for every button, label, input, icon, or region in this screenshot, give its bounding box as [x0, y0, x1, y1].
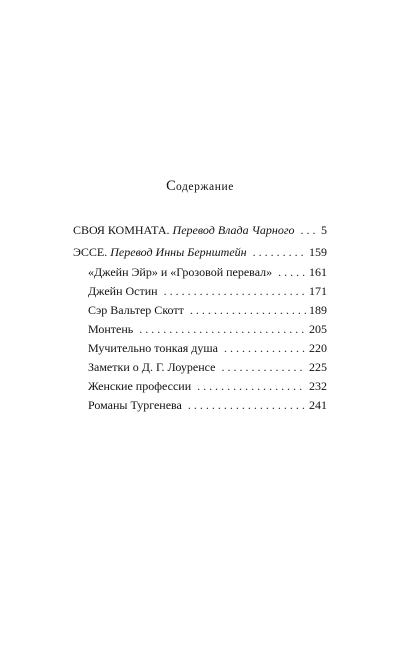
toc-entry-title: Романы Тургенева	[88, 398, 182, 412]
dot-leader	[197, 379, 306, 393]
toc-entry-title: Монтень	[88, 322, 134, 336]
toc-entry-title: Джейн Остин	[88, 284, 158, 298]
toc-subentry	[88, 360, 327, 374]
toc-subentry	[88, 322, 327, 336]
toc-subentry	[88, 265, 327, 279]
dot-leader	[221, 360, 306, 374]
dot-leader	[188, 398, 306, 412]
toc-entry-page: 225	[309, 360, 327, 374]
contents-heading	[0, 178, 400, 195]
toc-subentry	[88, 284, 327, 298]
dot-leader	[224, 341, 306, 355]
toc-entry-title: Мучительно тонкая душа	[88, 341, 218, 355]
toc-subentry	[88, 379, 327, 393]
toc-entry	[73, 223, 327, 237]
toc-entry-label	[73, 245, 247, 259]
dot-leader	[139, 322, 306, 336]
toc-entry-title: Сэр Вальтер Скотт	[88, 303, 184, 317]
toc-entry-translator: Перевод Влада Чарного	[172, 223, 295, 237]
toc-entry-title: ЭССЕ.	[73, 245, 108, 259]
toc-entry-page: 171	[309, 284, 327, 298]
dot-leader	[253, 245, 306, 259]
toc-entry	[73, 245, 327, 259]
toc-entry-page: 241	[309, 398, 327, 412]
toc-entry-page: 205	[309, 322, 327, 336]
toc-entry-title: «Джейн Эйр» и «Грозовой перевал»	[88, 265, 273, 279]
toc-entry-translator: Перевод Инны Бернштейн	[110, 245, 247, 259]
contents-heading-initial: С	[166, 178, 176, 194]
toc-entry-title: Женские профессии	[88, 379, 192, 393]
dot-leader	[278, 265, 306, 279]
toc-subentry	[88, 303, 327, 317]
toc-entry-page: 232	[309, 379, 327, 393]
dot-leader	[164, 284, 306, 298]
contents-heading-rest: одержание	[175, 181, 234, 193]
toc-entry-title: СВОЯ КОМНАТА.	[73, 223, 170, 237]
toc-entry-page: 159	[309, 245, 327, 259]
toc-entry-page: 5	[321, 223, 327, 237]
dot-leader	[190, 303, 306, 317]
toc-entry-page: 220	[309, 341, 327, 355]
toc-entry-page: 161	[309, 265, 327, 279]
toc-entry-label	[73, 223, 295, 237]
toc-entry-page: 189	[309, 303, 327, 317]
toc-subentry	[88, 341, 327, 355]
dot-leader	[301, 223, 318, 237]
toc-entry-title: Заметки о Д. Г. Лоуренсе	[88, 360, 216, 374]
toc-subentry	[88, 398, 327, 412]
